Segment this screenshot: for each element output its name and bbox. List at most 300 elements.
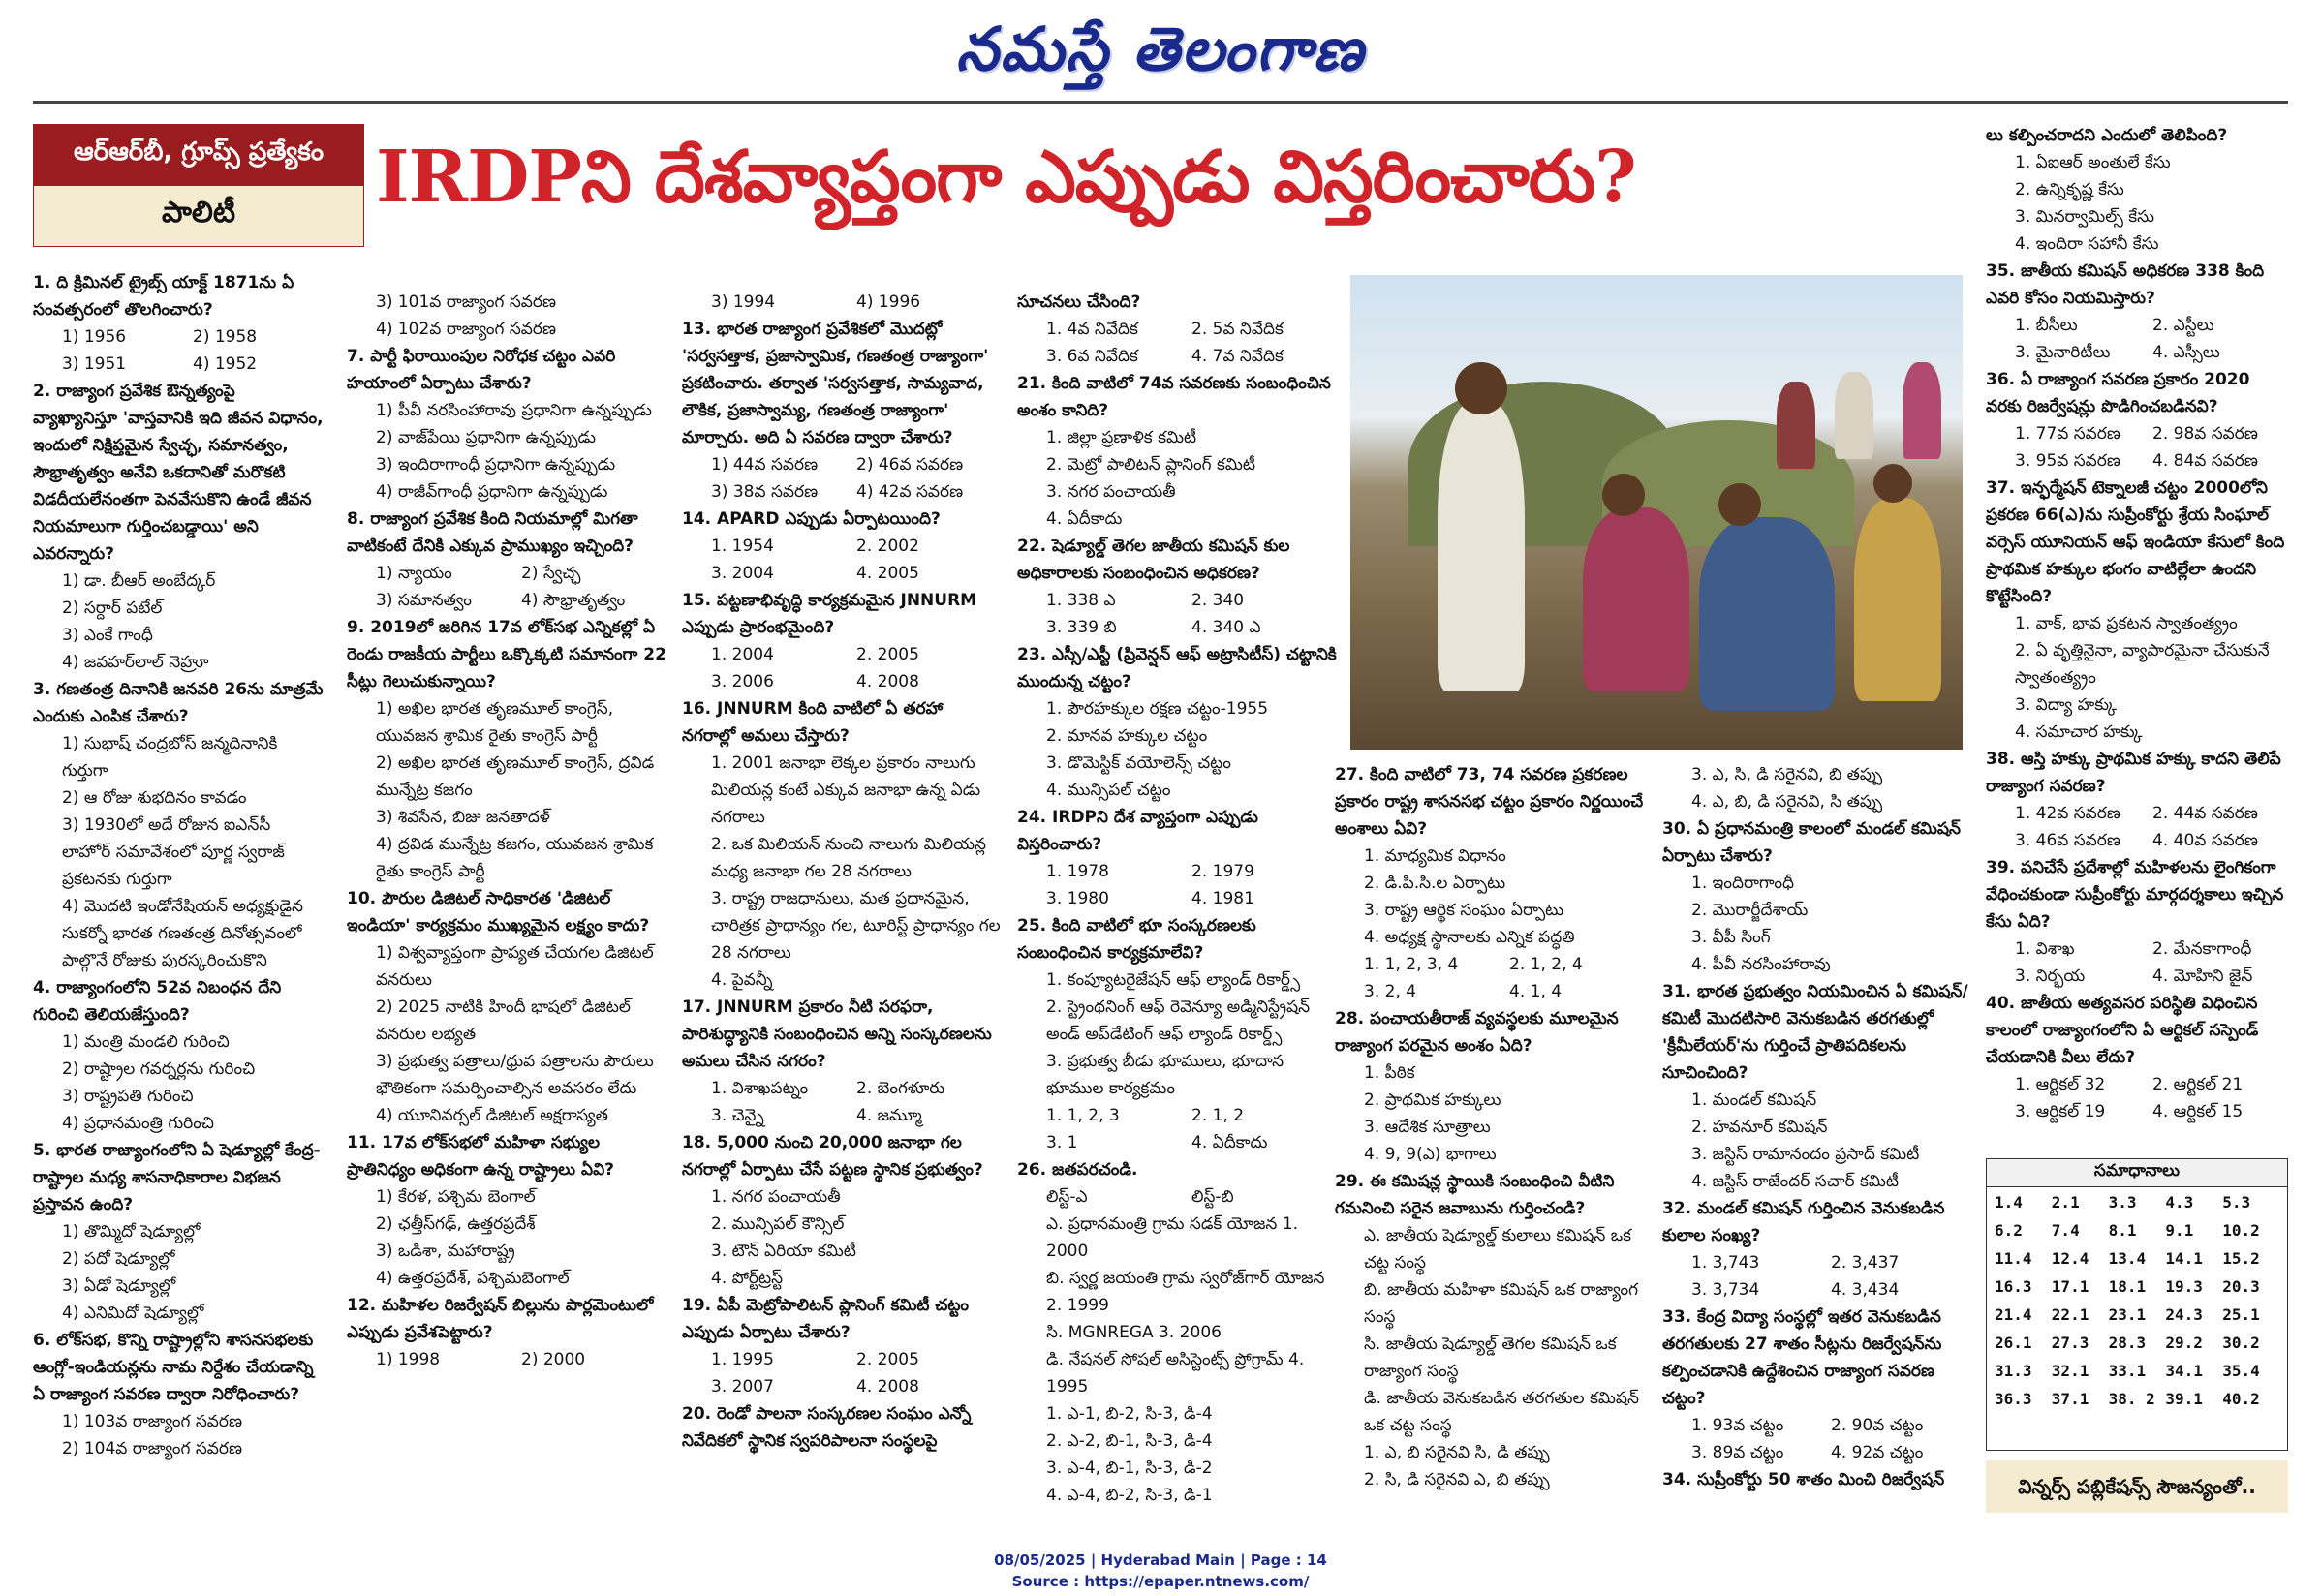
option-text: 3. ప్రభుత్వ బీడు భూములు, భూదాన భూముల కార్యక్రమం <box>1046 1052 1284 1098</box>
question-column-2 <box>347 289 666 1511</box>
question-text: 28. పంచాయతీరాజ్ వ్యవస్థలకు మూలమైన రాజ్యాంగ పరమైన అంశం ఏది? <box>1335 1009 1619 1056</box>
question-text: 9. 2019లో జరిగిన 17వ లోక్‌సభ ఎన్నికల్లో ఏ రెండు రాజకీయ పార్టీలు ఒక్కొక్కటి సమానంగా 22 సీట్లు గెలుచుకున్నాయి? <box>347 618 666 691</box>
option-text: 4. 2008 <box>856 1377 919 1396</box>
answer-item: 2.1 <box>2051 1193 2080 1212</box>
option-row <box>682 478 1002 506</box>
option-text: 4) జవహర్‌లాల్ నెహ్రూ <box>62 653 209 672</box>
option-text: 2. ఆర్టికల్ 21 <box>2152 1075 2244 1094</box>
option-text: 3. 339 బి <box>1046 618 1117 637</box>
worker-figure <box>1854 498 1941 701</box>
option-text: సి. జాతీయ షెడ్యూల్డ్ తెగల కమిషన్ ఒక రాజ్యాంగ సంస్థ <box>1364 1335 1617 1381</box>
worker-head <box>1718 483 1761 526</box>
option-text: 4. మోహిని జైన్ <box>2152 967 2253 986</box>
option-text: 2) సర్దార్ పటేల్ <box>62 598 163 618</box>
question-text: 16. JNNURM కింది వాటిలో ఏ తరహా నగరాల్లో అమలు చేస్తారు? <box>682 699 944 746</box>
option-text: 2) రాష్ట్రాల గవర్నర్లను గురించి <box>62 1059 256 1079</box>
answer-item: 35.4 <box>2222 1362 2260 1380</box>
option-text: 4. 84వ సవరణ <box>2152 451 2258 471</box>
option-text: 4) యూనివర్సల్ డిజిటల్ అక్షరాస్యత <box>376 1106 608 1125</box>
option-text: 4) ఉత్తరప్రదేశ్, పశ్చిమబెంగాల్ <box>376 1269 570 1288</box>
option-row <box>1017 885 1337 912</box>
option-text: 3. మినర్వామిల్స్ కేసు <box>2015 207 2154 227</box>
option-text: 3) శివసేన, బిజు జనతాదళ్ <box>376 808 550 827</box>
option-text: 4. 9, 9(ఎ) భాగాలు <box>1364 1145 1497 1164</box>
option-text: 1) 1956 <box>62 327 127 347</box>
option-text: 4. పైవన్నీ <box>711 970 773 990</box>
option-row <box>1986 1098 2290 1125</box>
option-row <box>682 560 1002 587</box>
option-text: 3) ఒడిశా, మహారాష్ట్ర <box>376 1242 515 1261</box>
option-text: 2. ఒక మిలియన్ నుంచి నాలుగు మిలియన్ల మధ్య జనాభా గల 28 నగరాలు <box>711 835 986 881</box>
worker-figure <box>1583 507 1689 691</box>
question-text: 33. కేంద్ర విద్యా సంస్థల్లో ఇతర వెనుకబడిన తరగతులకు 27 శాతం సీట్లను రిజర్వేషన్‌ను కల్పించడానికి ఉద్దేశించిన రాజ్యాంగ సవరణ చట్టం? <box>1662 1307 1942 1408</box>
answer-item: 36.3 <box>1995 1390 2032 1408</box>
question-column-1 <box>33 269 324 1511</box>
option-text: 4) 1996 <box>856 292 921 312</box>
option-text: 1) న్యాయం <box>376 564 452 583</box>
option-text: 1. ఆర్టికల్ 32 <box>2015 1075 2106 1094</box>
answer-item: 11.4 <box>1995 1249 2032 1268</box>
option-row <box>682 1075 1002 1102</box>
option-text: 3. జస్టిస్ రామానందం ప్రసాద్ కమిటీ <box>1691 1145 1920 1164</box>
option-text: 1. ఎ, బి సరైనవి సి, డి తప్పు <box>1364 1443 1550 1462</box>
option-text: లిస్ట్-బి <box>1191 1187 1234 1207</box>
option-text: 4. 3,434 <box>1831 1280 1900 1300</box>
option-row <box>682 289 1002 316</box>
option-text: 2. 1, 2 <box>1191 1106 1245 1125</box>
option-text: 4) 1952 <box>193 354 258 374</box>
option-row <box>682 451 1002 478</box>
option-text: 1. 1954 <box>711 537 774 556</box>
option-text: 1) విశ్వవ్యాప్తంగా ప్రాప్యత చేయగల డిజిటల్ వనరులు <box>376 943 654 990</box>
option-text: 2. మున్సిపల్ కౌన్సిల్ <box>711 1214 845 1234</box>
section-tag <box>33 124 364 247</box>
option-text: 1. 2004 <box>711 645 774 664</box>
option-text: 4) 42వ సవరణ <box>856 482 964 502</box>
option-text: 3. విద్యా హక్కు <box>2015 695 2117 715</box>
option-text: 1. 1, 2, 3, 4 <box>1364 955 1459 974</box>
answer-item: 20.3 <box>2222 1277 2260 1296</box>
option-row <box>1986 936 2290 963</box>
option-text: 1) 103వ రాజ్యాంగ సవరణ <box>62 1412 242 1431</box>
option-text: 2. మెట్రో పాలిటన్ ప్లానింగ్ కమిటీ <box>1046 455 1255 475</box>
option-text: 1. మండల్ కమిషన్ <box>1691 1090 1817 1110</box>
question-text: 34. సుప్రీంకోర్టు 50 శాతం మించి రిజర్వేషన్ <box>1662 1470 1945 1489</box>
option-text: 3. డొమెస్టిక్ వయోలెన్స్ చట్టం <box>1046 753 1231 773</box>
option-row <box>1986 800 2290 827</box>
option-text: 3. మైనారిటీలు <box>2015 343 2111 362</box>
question-text: 8. రాజ్యాంగ ప్రవేశిక కింది నియమాల్లో మిగతా వాటికంటే దేనికి ఎక్కువ ప్రాముఖ్యం ఇచ్చింది? <box>347 509 638 556</box>
question-text: 29. ఈ కమిషన్ల స్థాయికి సంబంధించి వీటిని గమనించి సరైన జవాబును గుర్తించండి? <box>1335 1172 1615 1218</box>
option-text: 2. స్ట్రెంథనింగ్ ఆఫ్ రెవెన్యూ అడ్మినిస్ట్రేషన్ అండ్ అప్‌డేటింగ్ ఆఫ్ ల్యాండ్ రికార్డ్స్ <box>1046 998 1311 1044</box>
option-text: 3. 2007 <box>711 1377 774 1396</box>
option-text: 2. 90వ చట్టం <box>1831 1416 1924 1435</box>
question-column-4 <box>1017 289 1337 1511</box>
option-text: 1. ఇందిరాగాంధీ <box>1691 874 1794 893</box>
answer-item: 32.1 <box>2051 1362 2089 1380</box>
answer-item: 23.1 <box>2108 1305 2147 1324</box>
answer-item: 31.3 <box>1995 1362 2032 1380</box>
option-text: 1) 44వ సవరణ <box>711 455 819 475</box>
option-text: 3. 1 <box>1046 1133 1078 1152</box>
question-column-6 <box>1662 761 1970 1511</box>
option-text: 2. ఎస్టీలు <box>2152 316 2214 335</box>
worker-figure <box>1835 372 1873 459</box>
option-text: 1. కంప్యూటరైజేషన్ ఆఫ్ ల్యాండ్ రికార్డ్స్ <box>1046 970 1301 990</box>
option-text: 3) ఎంకే గాంధీ <box>62 626 153 645</box>
option-row <box>1662 1276 1970 1304</box>
option-text: 1. 93వ చట్టం <box>1691 1416 1784 1435</box>
option-text: 2. సి, డి సరైనవి ఎ, బి తప్పు <box>1364 1470 1550 1489</box>
option-text: 2. హవనూర్ కమిషన్ <box>1691 1118 1828 1137</box>
option-text: 4. సమాచార హక్కు <box>2015 722 2143 742</box>
answer-item: 25.1 <box>2222 1305 2260 1324</box>
option-text: 2. 44వ సవరణ <box>2152 804 2258 823</box>
question-text: 36. ఏ రాజ్యాంగ సవరణ ప్రకారం 2020 వరకు రిజర్వేషన్లు పొడిగించబడినవి? <box>1986 370 2250 416</box>
answer-item: 26.1 <box>1995 1334 2032 1352</box>
footer-edition-line: 08/05/2025 | Hyderabad Main | Page : 14 <box>994 1551 1327 1569</box>
answer-item: 8.1 <box>2108 1221 2137 1240</box>
question-text: సూచనలు చేసింది? <box>1017 292 1141 312</box>
option-row <box>1017 614 1337 641</box>
answer-item: 16.3 <box>1995 1277 2032 1296</box>
question-text: 2. రాజ్యాంగ ప్రవేశిక ఔన్నత్యంపై వ్యాఖ్యానిస్తూ 'వాస్తవానికి ఇది జీవన విధానం, ఇందులో నిక్షిప్తమైన స్వేచ్ఛ, సమానత్వం, సౌభ్రాతృత్వం అనేవి ఒకదానితో మరొకటి విడదీయలేనంతగా పెనవేసుకొని ఉండే జీవన నియమాలుగా గుర్తించబడ్డాయి' అని ఎవరన్నారు? <box>33 382 324 564</box>
option-text: 4. 1, 4 <box>1509 982 1563 1001</box>
option-text: 1. నగర పంచాయతీ <box>711 1187 841 1207</box>
question-text: 18. 5,000 నుంచి 20,000 జనాభా గల నగరాల్లో ఏర్పాటు చేసే పట్టణ స్థానిక ప్రభుత్వం? <box>682 1133 983 1180</box>
option-text: 4. పీవీ నరసింహారావు <box>1691 955 1831 974</box>
option-text: 1. పీఠిక <box>1364 1063 1415 1083</box>
rural-workers-photo <box>1350 275 1963 750</box>
option-text: 1. 1995 <box>711 1350 774 1369</box>
option-text: 2. 5వ నివేదిక <box>1191 320 1284 339</box>
worker-figure <box>1777 382 1815 469</box>
question-text: 5. భారత రాజ్యాంగంలోని ఏ షెడ్యూల్లో కేంద్ర-రాష్ట్రాల మధ్య శాసనాధికారాల విభజన ప్రస్తావన ఉంది? <box>33 1141 321 1214</box>
option-text: 3. 6వ నివేదిక <box>1046 347 1138 366</box>
answer-item: 24.3 <box>2165 1305 2203 1324</box>
option-text: 4) ఎనిమిదో షెడ్యూల్లో <box>62 1304 204 1323</box>
option-text: 4. 7వ నివేదిక <box>1191 347 1284 366</box>
option-text: 1. జిల్లా ప్రణాళిక కమిటీ <box>1046 428 1197 447</box>
answer-item: 29.2 <box>2165 1334 2203 1352</box>
option-text: 2. మొరార్జీదేశాయ్ <box>1691 901 1809 920</box>
option-text: 3) 1951 <box>62 354 127 374</box>
option-row <box>1335 978 1655 1005</box>
option-row <box>33 323 324 351</box>
option-row <box>682 668 1002 695</box>
worker-head <box>1455 362 1507 414</box>
question-column-5 <box>1335 761 1655 1511</box>
option-text: 3. ఎ, సి, డి సరైనవి, బి తప్పు <box>1691 765 1883 784</box>
option-row <box>33 351 324 378</box>
option-text: 1) అఖిల భారత తృణమూల్ కాంగ్రెస్, యువజన శ్రామిక రైతు కాంగ్రెస్ పార్టీ <box>376 699 614 746</box>
option-text: 2. 2002 <box>856 537 919 556</box>
question-text: 14. APARD ఎప్పుడు ఏర్పాటయింది? <box>682 509 941 529</box>
option-text: 1) సుభాష్ చంద్రబోస్ జన్మదినానికి గుర్తుగా <box>62 734 278 781</box>
question-text: 17. JNNURM ప్రకారం నీటి సరఫరా, పారిశుద్ధ్యానికి సంబంధించిన అన్ని సంస్కరణలను అమలు చేసిన నగరం? <box>682 998 992 1071</box>
option-text: 3. 3,734 <box>1691 1280 1760 1300</box>
option-text: 3. చెన్నై <box>711 1106 764 1125</box>
answer-item: 1.4 <box>1995 1193 2023 1212</box>
answer-key-box <box>1986 1158 2288 1451</box>
option-text: 1. ఎ-1, బి-2, సి-3, డి-4 <box>1046 1404 1213 1424</box>
question-text: 19. ఏపీ మెట్రోపాలిటన్ ప్లానింగ్ కమిటీ చట్టం ఎప్పుడు ఏర్పాటు చేశారు? <box>682 1296 970 1342</box>
option-text: 2. ప్రాథమిక హక్కులు <box>1364 1090 1501 1110</box>
worker-head <box>1873 464 1912 503</box>
option-text: 4) ప్రధానమంత్రి గురించి <box>62 1114 214 1133</box>
option-text: 3. 46వ సవరణ <box>2015 831 2120 850</box>
question-text: 23. ఎస్సీ/ఎస్టీ (ప్రివెన్షన్ ఆఫ్ అట్రాసిటీస్) చట్టానికి ముందున్న చట్టం? <box>1017 645 1337 691</box>
answer-item: 18.1 <box>2108 1277 2147 1296</box>
option-text: 4. జస్టిస్ రాజేందర్ సచార్ కమిటీ <box>1691 1172 1899 1191</box>
option-row <box>1017 1129 1337 1156</box>
option-text: డి. నేషనల్ సోషల్ అసిస్టెంట్స్ ప్రోగ్రామ్ 4. 1995 <box>1046 1350 1305 1396</box>
page-footer <box>0 1550 2321 1592</box>
option-row <box>347 1346 666 1373</box>
option-text: 4. ఎ-4, బి-2, సి-3, డి-1 <box>1046 1486 1213 1505</box>
question-text: 7. పార్టీ ఫిరాయింపుల నిరోధక చట్టం ఎవరి హయాంలో ఏర్పాటు చేశారు? <box>347 347 616 393</box>
option-text: 3) 1994 <box>711 292 776 312</box>
option-text: 2. 340 <box>1191 591 1245 610</box>
option-row <box>1017 1102 1337 1129</box>
option-text: 4. ఎస్సీలు <box>2152 343 2220 362</box>
answer-item: 6.2 <box>1995 1221 2023 1240</box>
option-row <box>1662 1412 1970 1439</box>
section-tag-subject: పాలిటీ <box>33 186 364 247</box>
option-text: 1. పౌరహక్కుల రక్షణ చట్టం-1955 <box>1046 699 1269 719</box>
option-text: 2. 98వ సవరణ <box>2152 424 2258 444</box>
footer-source-line: Source : https://epaper.ntnews.com/ <box>1011 1573 1310 1590</box>
option-text: 2. బెంగళూరు <box>856 1079 945 1098</box>
question-text: 25. కింది వాటిలో భూ సంస్కరణలకు సంబంధించిన కార్యక్రమాలేవి? <box>1017 916 1256 963</box>
option-text: 4. ఏదీకాదు <box>1046 509 1123 529</box>
option-row <box>1017 858 1337 885</box>
worker-figure <box>1903 362 1941 459</box>
option-text: 3) 101వ రాజ్యాంగ సవరణ <box>376 292 556 312</box>
option-row <box>1986 963 2290 990</box>
option-text: 2) 104వ రాజ్యాంగ సవరణ <box>62 1439 242 1458</box>
option-text: 2. 1, 2, 4 <box>1509 955 1583 974</box>
courtesy-note: విన్నర్స్ పబ్లికేషన్స్ సౌజన్యంతో.. <box>1986 1460 2288 1513</box>
option-row <box>1986 420 2290 447</box>
option-text: 2) 46వ సవరణ <box>856 455 964 475</box>
option-text: 1. ఏఐఆర్ అంతులే కేసు <box>2015 153 2171 172</box>
question-text: 35. జాతీయ కమిషన్ అధికరణ 338 కింది ఎవరి కోసం నియమిస్తారు? <box>1986 261 2265 308</box>
answer-item: 28.3 <box>2108 1334 2147 1352</box>
option-row <box>347 560 666 587</box>
option-text: 4) ద్రవిడ మున్నేట్ర కజగం, యువజన శ్రామిక రైతు కాంగ్రెస్ పార్టీ <box>376 835 654 881</box>
newspaper-title: నమస్తే తెలంగాణ <box>955 14 1366 84</box>
option-text: 1) పీవీ నరసింహారావు ప్రధానిగా ఉన్నప్పుడు <box>376 401 652 420</box>
option-text: 4) మొదటి ఇండోనేషియన్ అధ్యక్షుడైన సుకర్నో భారత గణతంత్ర దినోత్సవంలో పాల్గొనే రోజుకు పురస్కరించుకొని <box>62 897 303 970</box>
option-text: 2. 2005 <box>856 1350 919 1369</box>
question-text: 39. పనిచేసే ప్రదేశాల్లో మహిళలను లైంగికంగా వేధించకుండా సుప్రీంకోర్టు మార్గదర్శకాలు ఇచ్చిన కేసు ఏది? <box>1986 858 2284 932</box>
option-text: 3) రాష్ట్రపతి గురించి <box>62 1087 194 1106</box>
answer-item: 27.3 <box>2051 1334 2089 1352</box>
option-text: 3. వీపీ సింగ్ <box>1691 928 1771 947</box>
option-text: 1. 2001 జనాభా లెక్కల ప్రకారం నాలుగు మిలియన్ల కంటే ఎక్కువ జనాభా ఉన్న ఏడు నగరాలు <box>711 753 981 827</box>
question-column-7 <box>1986 122 2290 1151</box>
answer-key-grid <box>1987 1187 2287 1414</box>
option-row <box>1986 447 2290 475</box>
option-row <box>682 533 1002 560</box>
masthead <box>0 0 2321 97</box>
option-text: 1. 1, 2, 3 <box>1046 1106 1120 1125</box>
option-text: 1. విశాఖ <box>2015 939 2075 959</box>
option-text: 3. 2006 <box>711 672 774 691</box>
option-text: 1) కేరళ, పశ్చిమ బెంగాల్ <box>376 1187 536 1207</box>
option-text: 3. 1980 <box>1046 889 1109 908</box>
option-text: 3) ప్రభుత్వ పత్రాలు/ధ్రువ పత్రాలను పౌరులు భౌతికంగా సమర్పించాల్సిన అవసరం లేదు <box>376 1052 654 1098</box>
option-text: 3. టౌన్ ఏరియా కమిటీ <box>711 1242 856 1261</box>
answer-item: 13.4 <box>2108 1249 2147 1268</box>
option-text: 3) 38వ సవరణ <box>711 482 819 502</box>
option-row <box>1017 343 1337 370</box>
option-text: 1. 4వ నివేదిక <box>1046 320 1138 339</box>
answer-item: 21.4 <box>1995 1305 2032 1324</box>
question-text: 15. పట్టణాభివృద్ధి కార్యక్రమమైన JNNURM ఎప్పుడు ప్రారంభమైంది? <box>682 591 977 637</box>
option-text: డి. జాతీయ వెనుకబడిన తరగతుల కమిషన్ ఒక చట్ట సంస్థ <box>1364 1389 1639 1435</box>
option-text: ఎ. ప్రధానమంత్రి గ్రామ సడక్ యోజన 1. 2000 <box>1046 1214 1298 1261</box>
option-text: 2) 1958 <box>193 327 258 347</box>
option-text: 1) డా. బీఆర్ అంబేద్కర్ <box>62 571 216 591</box>
option-text: 4) 102వ రాజ్యాంగ సవరణ <box>376 320 556 339</box>
option-text: 2. ఏ వృత్తినైనా, వ్యాపారమైనా చేసుకునే స్వాతంత్య్రం <box>2015 641 2270 688</box>
option-text: 3. 2004 <box>711 564 774 583</box>
option-row <box>347 587 666 614</box>
option-text: 3) ఇందిరాగాంధీ ప్రధానిగా ఉన్నప్పుడు <box>376 455 616 475</box>
question-text: 6. లోక్‌సభ, కొన్ని రాష్ట్రాల్లోని శాసనసభలకు ఆంగ్లో-ఇండియన్లను నామ నిర్దేశం చేయడాన్ని ఏ రాజ్యాంగ సవరణ ద్వారా నిరోధించారు? <box>33 1331 314 1404</box>
option-text: 3. ఎ-4, బి-1, సి-3, డి-2 <box>1046 1458 1213 1478</box>
option-text: 3) ఏడో షెడ్యూల్లో <box>62 1276 176 1296</box>
option-text: 4. 92వ చట్టం <box>1831 1443 1924 1462</box>
option-row <box>682 1346 1002 1373</box>
option-text: 1. విశాఖపట్నం <box>711 1079 809 1098</box>
option-text: 4. మున్సిపల్ చట్టం <box>1046 781 1171 800</box>
option-text: 2) ఛత్తీస్‌గఢ్, ఉత్తరప్రదేశ్ <box>376 1214 536 1234</box>
option-text: 2. 3,437 <box>1831 1253 1900 1273</box>
question-text: 24. IRDPని దేశ వ్యాప్తంగా ఎప్పుడు విస్తరించారు? <box>1017 808 1258 854</box>
worker-figure <box>1699 517 1835 711</box>
answer-item: 7.4 <box>2051 1221 2080 1240</box>
question-text: 30. ఏ ప్రధానమంత్రి కాలంలో మండల్ కమిషన్ ఏర్పాటు చేశారు? <box>1662 819 1961 866</box>
answer-item: 22.1 <box>2051 1305 2089 1324</box>
question-text: 26. జతపరచండి. <box>1017 1160 1138 1180</box>
option-text: 2) 2025 నాటికి హిందీ భాషలో డిజిటల్ వనరుల లభ్యత <box>376 998 631 1044</box>
option-text: 2) పదో షెడ్యూల్లో <box>62 1249 175 1269</box>
option-text: 4) రాజీవ్‌గాంధీ ప్రధానిగా ఉన్నప్పుడు <box>376 482 608 502</box>
option-text: బి. స్వర్ణ జయంతి గ్రామ స్వరోజ్‌గార్ యోజన 2. 1999 <box>1046 1269 1325 1315</box>
question-text: 32. మండల్ కమిషన్ గుర్తించిన వెనుకబడిన కులాల సంఖ్య? <box>1662 1199 1945 1245</box>
worker-head <box>1602 474 1645 516</box>
question-text: 21. కింది వాటిలో 74వ సవరణకు సంబంధించిన అంశం కానిది? <box>1017 374 1331 420</box>
question-text: 11. 17వ లోక్‌సభలో మహిళా సభ్యుల ప్రాతినిధ్యం అధికంగా ఉన్న రాష్ట్రాలు ఏవి? <box>347 1133 615 1180</box>
option-text: 4. 340 ఎ <box>1191 618 1261 637</box>
option-text: 3. 95వ సవరణ <box>2015 451 2120 471</box>
option-text: 2. ఎ-2, బి-1, సి-3, డి-4 <box>1046 1431 1213 1451</box>
answer-item: 37.1 <box>2051 1390 2089 1408</box>
option-text: 4. అధ్యక్ష స్థానాలకు ఎన్నిక పద్ధతి <box>1364 928 1575 947</box>
option-text: 2. ఉన్నికృష్ణ కేసు <box>2015 180 2124 200</box>
option-text: 2) ఆ రోజు శుభదినం కావడం <box>62 788 247 808</box>
option-text: 1. 3,743 <box>1691 1253 1760 1273</box>
option-text: 4. ఆర్టికల్ 15 <box>2152 1102 2244 1121</box>
answer-item: 12.4 <box>2051 1249 2089 1268</box>
option-text: 3) సమానత్వం <box>376 591 472 610</box>
question-text: 4. రాజ్యాంగంలోని 52వ నిబంధన దేని గురించి తెలియజేస్తుంది? <box>33 978 282 1025</box>
option-text: 4. జమ్మూ <box>856 1106 922 1125</box>
worker-figure <box>1438 401 1525 691</box>
answer-item: 3.3 <box>2108 1193 2137 1212</box>
option-row <box>1662 1439 1970 1466</box>
question-text: 40. జాతీయ అత్యవసర పరిస్థితి విధించిన కాలంలో రాజ్యాంగంలోని ఏ ఆర్టికల్ సస్పెండ్ చేయడానికి వీలు లేదు? <box>1986 994 2259 1067</box>
answer-item: 34.1 <box>2165 1362 2203 1380</box>
option-row <box>682 641 1002 668</box>
masthead-divider <box>33 101 2288 104</box>
option-text: 4. 2005 <box>856 564 919 583</box>
question-text: 37. ఇన్ఫర్మేషన్ టెక్నాలజీ చట్టం 2000లోని ప్రకరణ 66(ఎ)ను సుప్రీంకోర్టు శ్రేయ సింఘాల్ వర్సెస్ యూనియన్ ఆఫ్ ఇండియా కేసులో కింది ప్రాథమిక హక్కుల భంగం వాటిల్లేలా ఉందని కొట్టేసింది? <box>1986 478 2285 606</box>
question-text: 1. ది క్రిమినల్ ట్రైబ్స్ యాక్ట్ 1871ను ఏ సంవత్సరంలో తొలగించారు? <box>33 273 294 320</box>
answer-item: 17.1 <box>2051 1277 2089 1296</box>
option-row <box>1662 1249 1970 1276</box>
answer-item: 19.3 <box>2165 1277 2203 1296</box>
answer-item: 14.1 <box>2165 1249 2203 1268</box>
option-text: 2) స్వేచ్ఛ <box>521 564 581 583</box>
option-row <box>1017 316 1337 343</box>
answer-key-title: సమాధానాలు <box>1987 1159 2287 1187</box>
answer-item: 10.2 <box>2222 1221 2260 1240</box>
question-text: 20. రెండో పాలనా సంస్కరణల సంఘం ఎన్నో నివేదికలో స్థానిక స్వపరిపాలనా సంస్థలపై <box>682 1404 972 1451</box>
option-text: 1. 338 ఎ <box>1046 591 1116 610</box>
option-text: 3. రాష్ట్ర ఆర్థిక సంఘం ఏర్పాటు <box>1364 901 1564 920</box>
question-column-3 <box>682 289 1002 1511</box>
answer-item: 4.3 <box>2165 1193 2194 1212</box>
option-text: 3) 1930లో అదే రోజున ఐఎన్‌సీ లాహోర్ సమావేశంలో పూర్ణ స్వరాజ్ ప్రకటనకు గుర్తుగా <box>62 815 285 889</box>
option-text: 2. మానవ హక్కుల చట్టం <box>1046 726 1208 746</box>
answer-item: 39.1 <box>2165 1390 2203 1408</box>
answer-item: 33.1 <box>2108 1362 2147 1380</box>
question-text: 27. కింది వాటిలో 73, 74 సవరణ ప్రకరణల ప్రకారం రాష్ట్ర శాసనసభ చట్టం ప్రకారం నిర్ణయించే అంశాలు ఏవి? <box>1335 765 1644 839</box>
option-text: 2) అఖిల భారత తృణమూల్ కాంగ్రెస్, ద్రవిడ మున్నేట్ర కజగం <box>376 753 655 800</box>
answer-item: 30.2 <box>2222 1334 2260 1352</box>
option-text: 1) 1998 <box>376 1350 441 1369</box>
option-row <box>682 1102 1002 1129</box>
option-text: 2) 2000 <box>521 1350 586 1369</box>
question-text: 3. గణతంత్ర దినానికి జనవరి 26ను మాత్రమే ఎందుకు ఎంపిక చేశారు? <box>33 680 324 726</box>
option-row <box>1986 1071 2290 1098</box>
question-text: 38. ఆస్తి హక్కు ప్రాథమిక హక్కు కాదని తెలిపే రాజ్యాంగ సవరణ? <box>1986 750 2281 796</box>
option-text: 1. వాక్, భావ ప్రకటన స్వాతంత్య్రం <box>2015 614 2238 633</box>
option-text: 3. ఆర్టికల్ 19 <box>2015 1102 2106 1121</box>
option-text: 2) వాజ్‌పేయి ప్రధానిగా ఉన్నప్పుడు <box>376 428 596 447</box>
question-text: 12. మహిళల రిజర్వేషన్ బిల్లును పార్లమెంటులో ఎప్పుడు ప్రవేశపెట్టారు? <box>347 1296 654 1342</box>
answer-item: 38. 2 <box>2108 1390 2155 1408</box>
option-text: 3. ఆదేశిక సూత్రాలు <box>1364 1118 1491 1137</box>
option-text: 1) మంత్రి మండలి గురించి <box>62 1032 230 1052</box>
option-text: 4. ఏదీకాదు <box>1191 1133 1268 1152</box>
option-text: 1. 1978 <box>1046 862 1109 881</box>
option-text: 2. డి.పి.సి.ల ఏర్పాటు <box>1364 874 1506 893</box>
option-text: లిస్ట్-ఎ <box>1046 1187 1088 1207</box>
option-text: 3. నగర పంచాయతీ <box>1046 482 1176 502</box>
option-text: 4) సౌభ్రాతృత్వం <box>521 591 626 610</box>
option-text: ఎ. జాతీయ షెడ్యూల్డ్ కులాలు కమిషన్ ఒక చట్ట సంస్థ <box>1364 1226 1632 1273</box>
question-text: 10. పౌరుల డిజిటల్ సాధికారత 'డిజిటల్ ఇండియా' కార్యక్రమం ముఖ్యమైన లక్ష్యం కాదు? <box>347 889 650 936</box>
question-text: లు కల్పించరాదని ఎందులో తెలిపింది? <box>1986 126 2228 145</box>
answer-item: 40.2 <box>2222 1390 2260 1408</box>
option-text: 1. 42వ సవరణ <box>2015 804 2120 823</box>
question-text: 13. భారత రాజ్యాంగ ప్రవేశికలో మొదట్లో 'సర్వసత్తాక, ప్రజాస్వామిక, గణతంత్ర రాజ్యాంగా' ప్రకటించారు. తర్వాత 'సర్వసత్తాక, సామ్యవాద, లౌకిక, ప్రజాస్వామ్య, గణతంత్ర రాజ్యాంగా' మార్చారు. అది ఏ సవరణ ద్వారా చేశారు? <box>682 320 989 447</box>
